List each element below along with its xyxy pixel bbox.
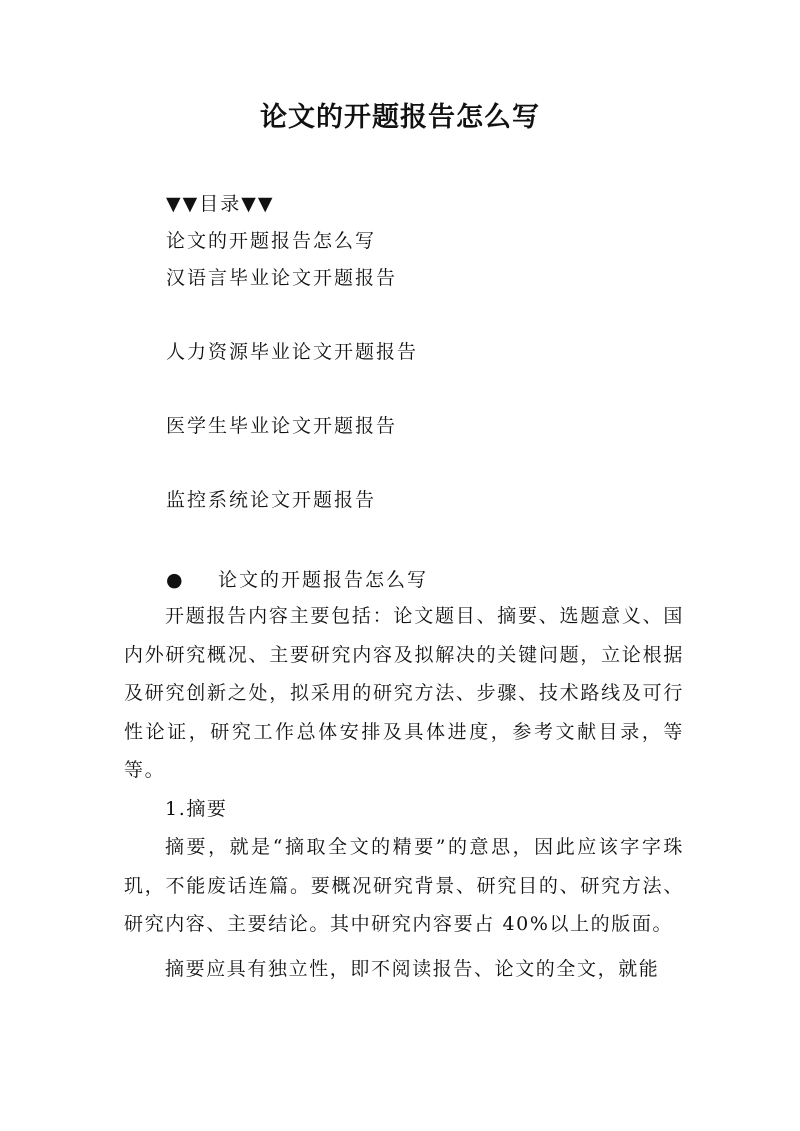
toc-item[interactable]: 论文的开题报告怎么写 [166, 230, 377, 252]
toc-spacer [166, 445, 726, 482]
section-heading-text: 论文的开题报告怎么写 [218, 569, 429, 591]
toc-item[interactable]: 医学生毕业论文开题报告 [166, 415, 398, 437]
table-of-contents [166, 186, 726, 519]
paragraph: 摘要应具有独立性，即不阅读报告、论文的全文，就能 [165, 957, 660, 980]
toc-item[interactable]: 监控系统论文开题报告 [166, 489, 377, 511]
document-title: 论文的开题报告怎么写 [260, 102, 540, 133]
section-heading [166, 562, 428, 599]
toc-spacer [166, 371, 726, 408]
toc-item[interactable]: 汉语言毕业论文开题报告 [166, 267, 398, 289]
bullet-icon: ● [166, 569, 185, 591]
paragraph: 开题报告内容主要包括：论文题目、摘要、选题意义、国内外研究概况、主要研究内容及拟解决的关键问题，立论根据及研究创新之处，拟采用的研究方法、步骤、技术路线及可行性论证，研究工作总体安排及具体进度，参考文献目录，等等。 [124, 605, 684, 781]
body-text [124, 597, 684, 988]
toc-item[interactable]: 人力资源毕业论文开题报告 [166, 341, 419, 363]
toc-spacer [166, 297, 726, 334]
paragraph: 摘要，就是“摘取全文的精要”的意思，因此应该字字珠玑，不能废话连篇。要概况研究背景、研究目的、研究方法、研究内容、主要结论。其中研究内容要占 40%以上的版面。 [124, 836, 684, 935]
toc-heading: ▼▼目录▼▼ [166, 193, 275, 215]
subheading: 1.摘要 [165, 797, 228, 820]
